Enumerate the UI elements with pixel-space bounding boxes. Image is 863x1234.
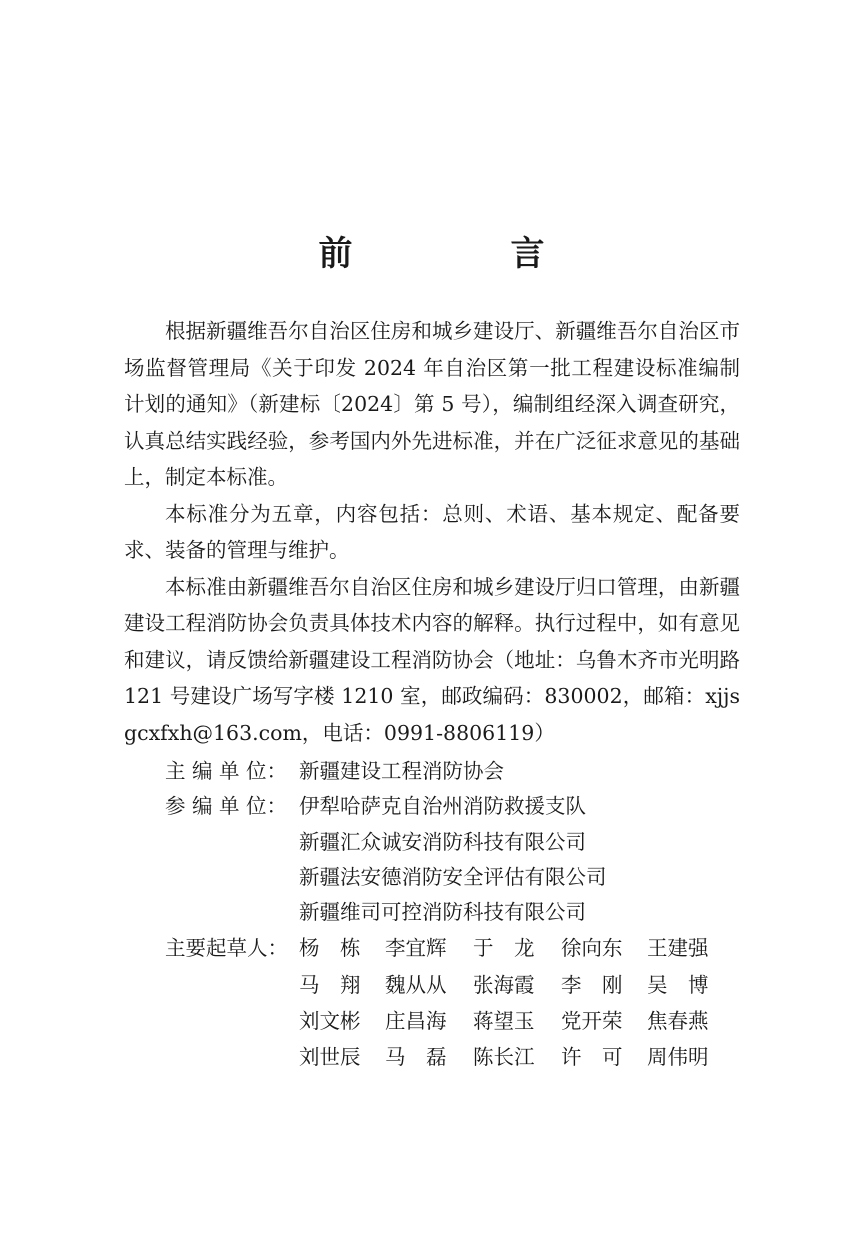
drafters-block	[124, 930, 764, 1075]
drafters-grid	[299, 930, 719, 1075]
drafter-name: 徐向东	[561, 936, 623, 961]
drafter-name: 魏从从	[385, 972, 447, 997]
drafter-name: 张海霞	[473, 972, 535, 997]
drafter-name: 马 磊	[385, 1045, 447, 1070]
paragraph-contents: 本标准分为五章，内容包括：总则、术语、基本规定、配备要求、装备的管理与维护。	[124, 501, 740, 562]
page-title: 前 言	[318, 234, 607, 274]
drafters-label: 主要起草人：	[165, 936, 288, 961]
drafter-name: 李 刚	[561, 972, 623, 997]
participating-unit: 新疆汇众诚安消防科技有限公司	[299, 829, 586, 854]
participating-unit: 新疆维司可控消防科技有限公司	[299, 900, 586, 925]
drafters-row	[299, 930, 719, 966]
participating-unit-row	[124, 860, 764, 895]
drafter-name: 党开荣	[561, 1009, 623, 1034]
drafters-row	[299, 1003, 719, 1039]
chief-editor-row	[124, 754, 764, 789]
participating-unit: 伊犁哈萨克自治州消防救援支队	[299, 794, 586, 819]
drafter-name: 蒋望玉	[473, 1009, 535, 1034]
drafter-name: 马 翔	[299, 972, 361, 997]
drafter-name: 庄昌海	[385, 1009, 447, 1034]
drafter-name: 李宜辉	[385, 936, 447, 961]
drafter-name: 于 龙	[473, 936, 535, 961]
drafter-name: 焦春燕	[647, 1009, 709, 1034]
preface-body	[124, 313, 740, 751]
drafter-name: 吴 博	[647, 972, 709, 997]
chief-editor-value: 新疆建设工程消防协会	[299, 759, 504, 783]
drafter-name: 王建强	[647, 936, 709, 961]
drafter-name: 刘世辰	[299, 1045, 361, 1070]
participating-unit-row	[124, 895, 764, 930]
drafter-name: 陈长江	[473, 1045, 535, 1070]
participating-unit-row	[124, 825, 764, 860]
contributors-section	[124, 754, 764, 1075]
participating-unit: 新疆法安德消防安全评估有限公司	[299, 864, 607, 889]
drafters-row	[299, 967, 719, 1003]
participating-unit-row	[124, 789, 764, 824]
drafter-name: 刘文彬	[299, 1009, 361, 1034]
chief-editor-label: 主 编 单 位：	[165, 759, 288, 783]
participating-units-label: 参 编 单 位：	[165, 794, 288, 819]
drafter-name: 周伟明	[647, 1045, 709, 1070]
drafter-name: 许 可	[561, 1045, 623, 1070]
paragraph-management: 本标准由新疆维吾尔自治区住房和城乡建设厅归口管理，由新疆建设工程消防协会负责具体技术内容的解释。执行过程中，如有意见和建议，请反馈给新疆建设工程消防协会（地址：乌鲁木齐市光明路 121 号建设广场写字楼 1210 室，邮政编码：830002，邮箱：xjjsgcxfxh@163.com，电话：0991-8806119）	[124, 574, 740, 745]
paragraph-origin: 根据新疆维吾尔自治区住房和城乡建设厅、新疆维吾尔自治区市场监督管理局《关于印发 2024 年自治区第一批工程建设标准编制计划的通知》（新建标〔2024〕第 5 号），编制组经深入调查研究，认真总结实践经验，参考国内外先进标准，并在广泛征求意见的基础上，制定本标准。	[124, 319, 740, 489]
drafters-row	[299, 1039, 719, 1075]
drafter-name: 杨 栋	[299, 936, 361, 961]
